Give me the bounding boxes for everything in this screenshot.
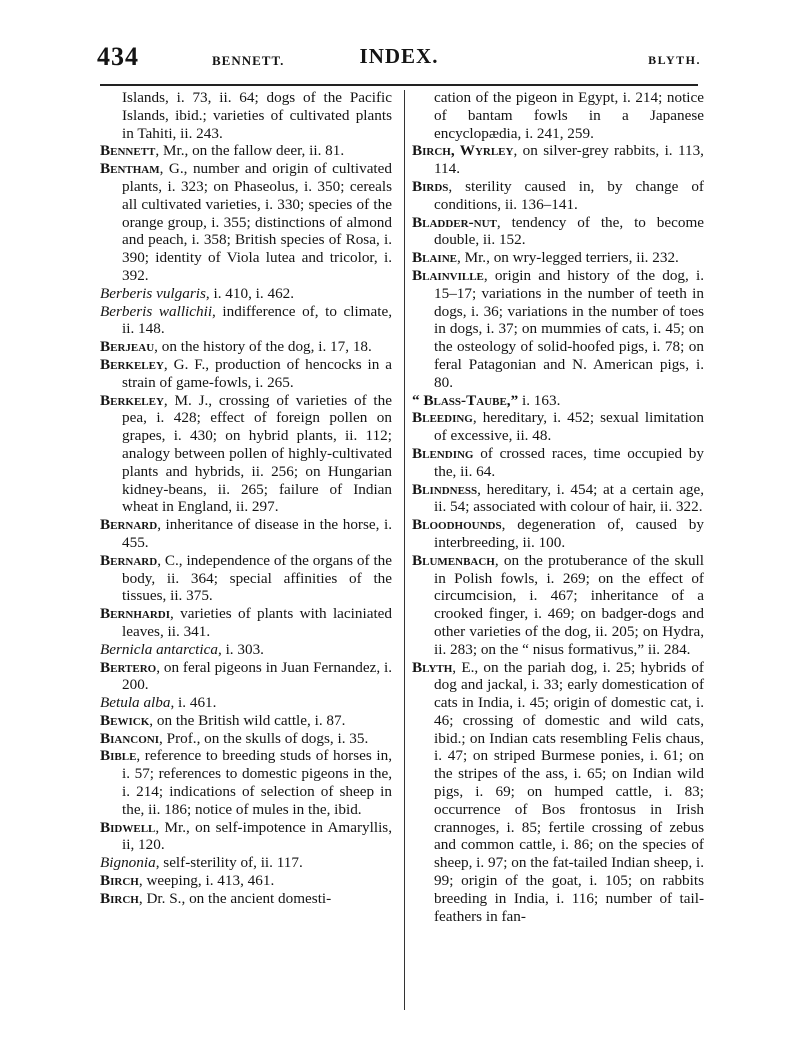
index-entry xyxy=(100,392,392,517)
index-entry xyxy=(100,872,392,890)
left-column xyxy=(100,89,392,908)
index-entry xyxy=(100,552,392,605)
entry-text: , Mr., on wry-legged terriers, ii. 232. xyxy=(456,249,679,267)
entry-headword: Bernard xyxy=(100,551,158,569)
entry-headword: Bladder-nut xyxy=(412,213,497,231)
index-entry xyxy=(100,89,392,142)
entry-text: , origin and history of the dog, i. 15–17; variations in the number of teeth in dogs, i. 36; variations in the number of toes in dogs, i. 37; on mummies of cats, i. 45; on the osteology of solid-hoofed pigs, i. 78; on feral Patagonian and N. American pigs, i. 80. xyxy=(434,266,704,391)
page-number: 434 xyxy=(97,42,139,71)
index-entry xyxy=(100,659,392,695)
index-entry xyxy=(412,516,704,552)
entry-text: , indifference of, to climate, ii. 148. xyxy=(122,302,392,338)
entry-text: , i. 303. xyxy=(217,640,264,658)
entry-text: , reference to breeding studs of horses in, i. 57; references to domestic pigeons in the, i. 214; indications of selection of sheep in the, ii. 186; notice of mules in the, ibid. xyxy=(122,747,392,818)
index-entry xyxy=(100,338,392,356)
entry-text: , C., independence of the organs of the body, ii. 364; special affinities of the tissues, ii. 375. xyxy=(122,551,392,605)
entry-headword: Bloodhounds xyxy=(412,516,502,534)
index-entry xyxy=(412,89,704,142)
entry-text: , hereditary, i. 454; at a certain age, ii. 54; associated with colour of hair, ii. 322. xyxy=(434,480,704,516)
entry-text: , inheritance of disease in the horse, i. 455. xyxy=(122,516,392,551)
entry-text: , hereditary, i. 452; sexual limitation of excessive, ii. 48. xyxy=(434,409,704,445)
index-entry xyxy=(100,285,392,303)
index-entry xyxy=(100,819,392,855)
entry-text: , i. 410, i. 462. xyxy=(205,284,295,302)
entry-text: , on feral pigeons in Juan Fernandez, i. 200. xyxy=(122,658,392,694)
right-running-head: BLYTH. xyxy=(648,53,701,67)
entry-headword: Bidwell xyxy=(100,818,156,836)
index-entry xyxy=(100,712,392,730)
entry-headword: Birch, Wyrley xyxy=(412,142,514,160)
entry-headword: Blaine xyxy=(412,249,457,267)
entry-text: , i. 461. xyxy=(170,694,217,712)
entry-text: , self-sterility of, ii. 117. xyxy=(155,854,303,872)
entry-text: , Prof., on the skulls of dogs, i. 35. xyxy=(159,729,369,747)
entry-headword: “ Blass-Taube,” xyxy=(412,391,519,409)
entry-headword: Bleeding xyxy=(412,409,473,427)
entry-headword: Berberis wallichii xyxy=(100,302,213,320)
entry-text: i. 163. xyxy=(518,391,561,409)
index-entry xyxy=(412,267,704,392)
entry-text: , on the protuberance of the skull in Polish fowls, i. 269; on the effect of circumcision, i. 467; inheritance of a crooked finger, i. 469; on badger-dogs and other varieties of the dog, ii. 205; on Hydra, ii. 283; on the “ nisus formativus,” ii. 284. xyxy=(434,551,704,658)
entry-text: , Dr. S., on the ancient domesti- xyxy=(138,889,332,907)
entry-text: , Mr., on self-impotence in Amaryllis, ii, 120. xyxy=(122,818,392,854)
entry-headword: Blending xyxy=(412,444,474,462)
entry-headword: Berjeau xyxy=(100,338,155,356)
right-column xyxy=(412,89,704,925)
entry-text: , degeneration of, caused by interbreeding, ii. 100. xyxy=(434,516,704,551)
index-entry xyxy=(412,392,704,410)
entry-headword: Bertero xyxy=(100,658,157,676)
entry-headword: Bewick xyxy=(100,711,150,729)
entry-text: , on silver-grey rabbits, i. 113, 114. xyxy=(434,142,704,178)
entry-text: , G. F., production of hencocks in a strain of game-fowls, i. 265. xyxy=(122,355,392,391)
index-entry xyxy=(100,641,392,659)
index-entry xyxy=(100,694,392,712)
entry-text: , G., number and origin of cultivated plants, i. 323; on Phaseolus, i. 350; cereals all cultivated varieties, i. 330; species of the orange group, i. 355; distinctions of almond and peach, i. 358; British species of Rosa, i. 390; identity of Viola lutea and tricolor, i. 392. xyxy=(122,160,392,284)
page-title: INDEX. xyxy=(359,44,439,68)
entry-headword: Bignonia xyxy=(100,854,156,872)
entry-headword: Bentham xyxy=(100,160,160,178)
entry-headword: Berberis vulgaris xyxy=(100,284,206,302)
index-entry xyxy=(412,409,704,445)
index-entry xyxy=(100,747,392,818)
index-entry xyxy=(100,142,392,160)
index-entry xyxy=(100,890,392,908)
entry-text: , varieties of plants with laciniated leaves, ii. 341. xyxy=(122,605,392,640)
index-entry xyxy=(100,356,392,392)
index-entry xyxy=(412,142,704,178)
entry-text: , on the history of the dog, i. 17, 18. xyxy=(154,338,372,356)
entry-headword: Blainville xyxy=(412,266,484,284)
index-entry xyxy=(100,854,392,872)
index-entry xyxy=(412,445,704,481)
entry-text: of crossed races, time occupied by the, ii. 64. xyxy=(434,444,704,480)
entry-headword: Bernard xyxy=(100,516,158,534)
index-entry xyxy=(100,160,392,285)
index-entry xyxy=(412,659,704,926)
column-divider xyxy=(404,90,405,1010)
index-entry xyxy=(412,481,704,517)
entry-text: , E., on the pariah dog, i. 25; hybrids of dog and jackal, i. 33; early domestication of cats in India, i. 45; origin of domestic cat, i. 46; crossing of domestic and wild cats, ibid.; on Indian cats resembling Felis chaus, i. 47; on striped Burmese ponies, i. 61; on the stripes of the ass, i. 65; on Indian wild pigs, i. 69; on humped cattle, i. 83; occurrence of Bos frontosus in Irish crannoges, i. 85; fertile crossing of zebus and common cattle, i. 86; on the species of sheep, i. 97; on the fat-tailed Indian sheep, i. 99; origin of the goat, i. 105; on rabbits breeding in India, i. 116; number of tail-feathers in fan- xyxy=(434,658,704,925)
entry-headword: Berkeley xyxy=(100,391,164,409)
index-entry xyxy=(412,178,704,214)
index-entry xyxy=(412,552,704,659)
entry-headword: Blindness xyxy=(412,480,478,498)
running-header xyxy=(97,40,701,80)
index-entry xyxy=(100,303,392,339)
entry-headword: Birds xyxy=(412,177,449,195)
entry-text: , tendency of the, to become double, ii. 152. xyxy=(434,213,704,249)
entry-text: , Mr., on the fallow deer, ii. 81. xyxy=(155,142,345,160)
entry-headword: Betula alba xyxy=(100,694,171,712)
entry-text: , sterility caused in, by change of conditions, ii. 136–141. xyxy=(434,177,704,213)
entry-headword: Bianconi xyxy=(100,729,160,747)
index-entry xyxy=(100,516,392,552)
index-entry xyxy=(412,249,704,267)
entry-text: , weeping, i. 413, 461. xyxy=(138,872,275,890)
entry-text: cation of the pigeon in Egypt, i. 214; notice of bantam fowls in a Japanese encyclopædia, i. 241, 259. xyxy=(434,89,704,142)
index-entry xyxy=(100,730,392,748)
entry-text: , M. J., crossing of varieties of the pea, i. 428; effect of foreign pollen on grapes, i. 430; on hybrid plants, ii. 112; analogy between pollen of highly-cultivated plants and hybrids, ii. 256; on Hungarian kidney-beans, ii. 265; failure of Indian wheat in England, ii. 297. xyxy=(122,391,392,516)
entry-headword: Berkeley xyxy=(100,355,164,373)
entry-text: , on the British wild cattle, i. 87. xyxy=(149,711,346,729)
header-rule xyxy=(100,84,698,86)
left-running-head: BENNETT. xyxy=(212,53,285,68)
entry-headword: Blyth xyxy=(412,658,453,676)
entry-headword: Bible xyxy=(100,747,137,765)
entry-headword: Birch xyxy=(100,889,139,907)
entry-headword: Birch xyxy=(100,872,139,890)
entry-headword: Bennett xyxy=(100,142,156,160)
entry-headword: Bernhardi xyxy=(100,605,171,623)
index-entry xyxy=(100,605,392,641)
entry-headword: Blumenbach xyxy=(412,551,495,569)
entry-text: Islands, i. 73, ii. 64; dogs of the Pacific Islands, ibid.; varieties of cultivated plants in Tahiti, ii. 243. xyxy=(122,89,392,142)
index-entry xyxy=(412,214,704,250)
entry-headword: Bernicla antarctica xyxy=(100,640,218,658)
